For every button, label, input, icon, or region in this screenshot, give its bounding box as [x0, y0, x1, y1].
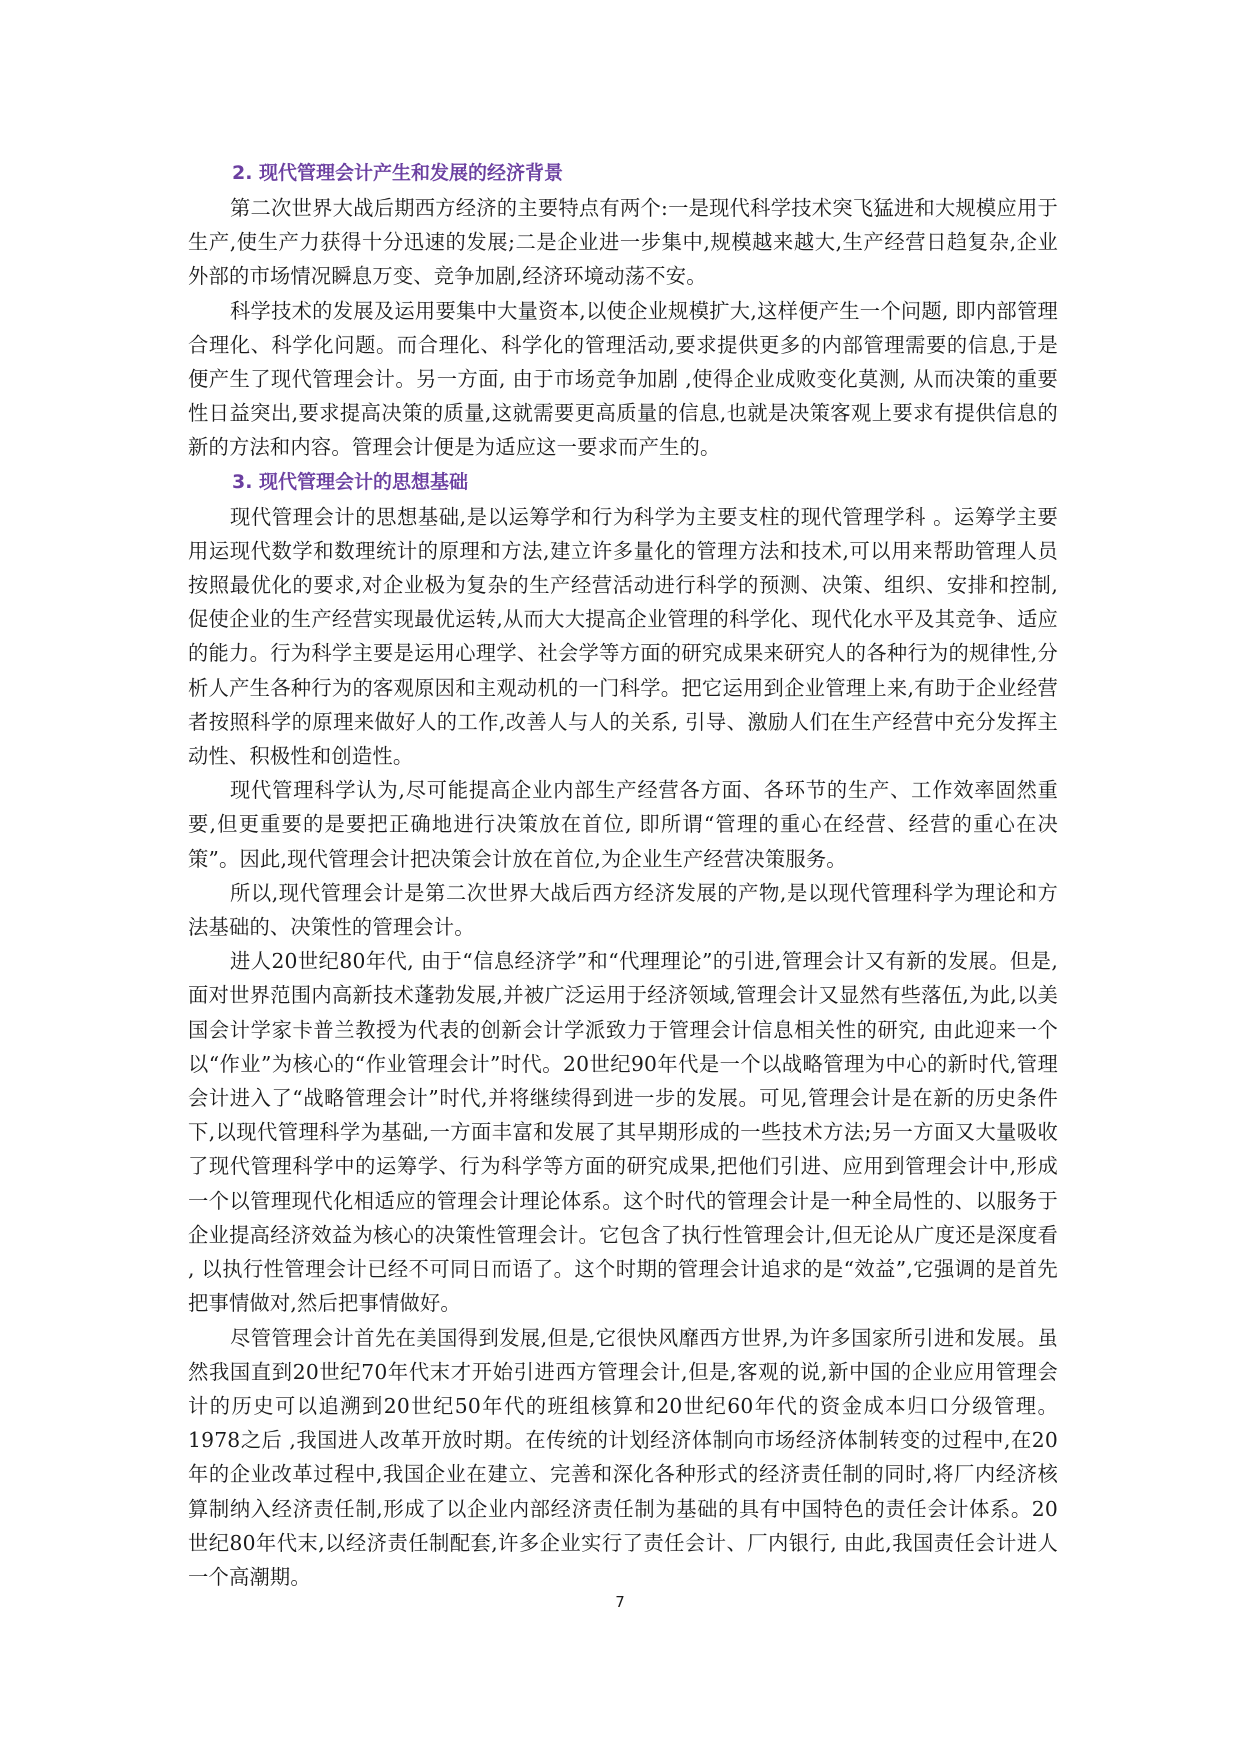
section-heading-ideological-basis: 3. 现代管理会计的思想基础	[232, 470, 469, 493]
paragraph: 现代管理科学认为,尽可能提高企业内部生产经营各方面、各环节的生产、工作效率固然重要,但更重要的是要把正确地进行决策放在首位, 即所谓“管理的重心在经营、经营的重心在决策”。因此,现代管理会计把决策会计放在首位,为企业生产经营决策服务。	[188, 778, 1058, 871]
paragraph: 现代管理会计的思想基础,是以运筹学和行为科学为主要支柱的现代管理学科 。运筹学主要用运现代数学和数理统计的原理和方法,建立许多量化的管理方法和技术,可以用来帮助管理人员按照最优化的要求,对企业极为复杂的生产经营活动进行科学的预测、决策、组织、安排和控制,促使企业的生产经营实现最优运转,从而大大提高企业管理的科学化、现代化水平及其竞争、适应的能力。行为科学主要是运用心理学、社会学等方面的研究成果来研究人的各种行为的规律性,分析人产生各种行为的客观原因和主观动机的一门科学。把它运用到企业管理上来,有助于企业经营者按照科学的原理来做好人的工作,改善人与人的关系, 引导、激励人们在生产经营中充分发挥主动性、积极性和创造性。	[188, 504, 1058, 769]
paragraph: 尽管管理会计首先在美国得到发展,但是,它很快风靡西方世界,为许多国家所引进和发展。虽然我国直到20世纪70年代末才开始引进西方管理会计,但是,客观的说,新中国的企业应用管理会计的历史可以追溯到20世纪50年代的班组核算和20世纪60年代的资金成本归口分级管理。1978之后 ,我国进人改革开放时期。在传统的计划经济体制向市场经济体制转变的过程中,在20年的企业改革过程中,我国企业在建立、完善和深化各种形式的经济责任制的同时,将厂内经济核算制纳入经济责任制,形成了以企业内部经济责任制为基础的具有中国特色的责任会计体系。20世纪80年代末,以经济责任制配套,许多企业实行了责任会计、厂内银行, 由此,我国责任会计进人一个高潮期。	[188, 1325, 1058, 1589]
paragraph: 科学技术的发展及运用要集中大量资本,以使企业规模扩大,这样便产生一个问题, 即内部管理合理化、科学化问题。而合理化、科学化的管理活动,要求提供更多的内部管理需要的信息,于是便产生了现代管理会计。另一方面, 由于市场竞争加剧 ,使得企业成败变化莫测, 从而决策的重要性日益突出,要求提高决策的质量,这就需要更高质量的信息,也就是决策客观上要求有提供信息的新的方法和内容。管理会计便是为适应这一要求而产生的。	[188, 298, 1058, 460]
page-number: 7	[615, 1593, 625, 1611]
paragraph: 第二次世界大战后期西方经济的主要特点有两个:一是现代科学技术突飞猛进和大规模应用于生产,使生产力获得十分迅速的发展;二是企业进一步集中,规模越来越大,生产经营日趋复杂,企业外部的市场情况瞬息万变、竞争加剧,经济环境动荡不安。	[188, 196, 1058, 289]
section-heading-economic-background: 2. 现代管理会计产生和发展的经济背景	[232, 162, 564, 184]
paragraph: 进人20世纪80年代, 由于“信息经济学”和“代理理论”的引进,管理会计又有新的发展。但是,面对世界范围内高新技术蓬勃发展,并被广泛运用于经济领域,管理会计又显然有些落伍,为此,以美国会计学家卡普兰教授为代表的创新会计学派致力于管理会计信息相关性的研究, 由此迎来一个以“作业”为核心的“作业管理会计”时代。20世纪90年代是一个以战略管理为中心的新时代,管理会计进入了“战略管理会计”时代,并将继续得到进一步的发展。可见,管理会计是在新的历史条件下,以现代管理科学为基础,一方面丰富和发展了其早期形成的一些技术方法;另一方面又大量吸收了现代管理科学中的运筹学、行为科学等方面的研究成果,把他们引进、应用到管理会计中,形成一个以管理现代化相适应的管理会计理论体系。这个时代的管理会计是一种全局性的、以服务于企业提高经济效益为核心的决策性管理会计。它包含了执行性管理会计,但无论从广度还是深度看 , 以执行性管理会计已经不可同日而语了。这个时期的管理会计追求的是“效益”,它强调的是首先把事情做对,然后把事情做好。	[188, 949, 1058, 1316]
paragraph: 所以,现代管理会计是第二次世界大战后西方经济发展的产物,是以现代管理科学为理论和方法基础的、决策性的管理会计。	[188, 880, 1058, 940]
document-body	[188, 156, 1058, 1594]
